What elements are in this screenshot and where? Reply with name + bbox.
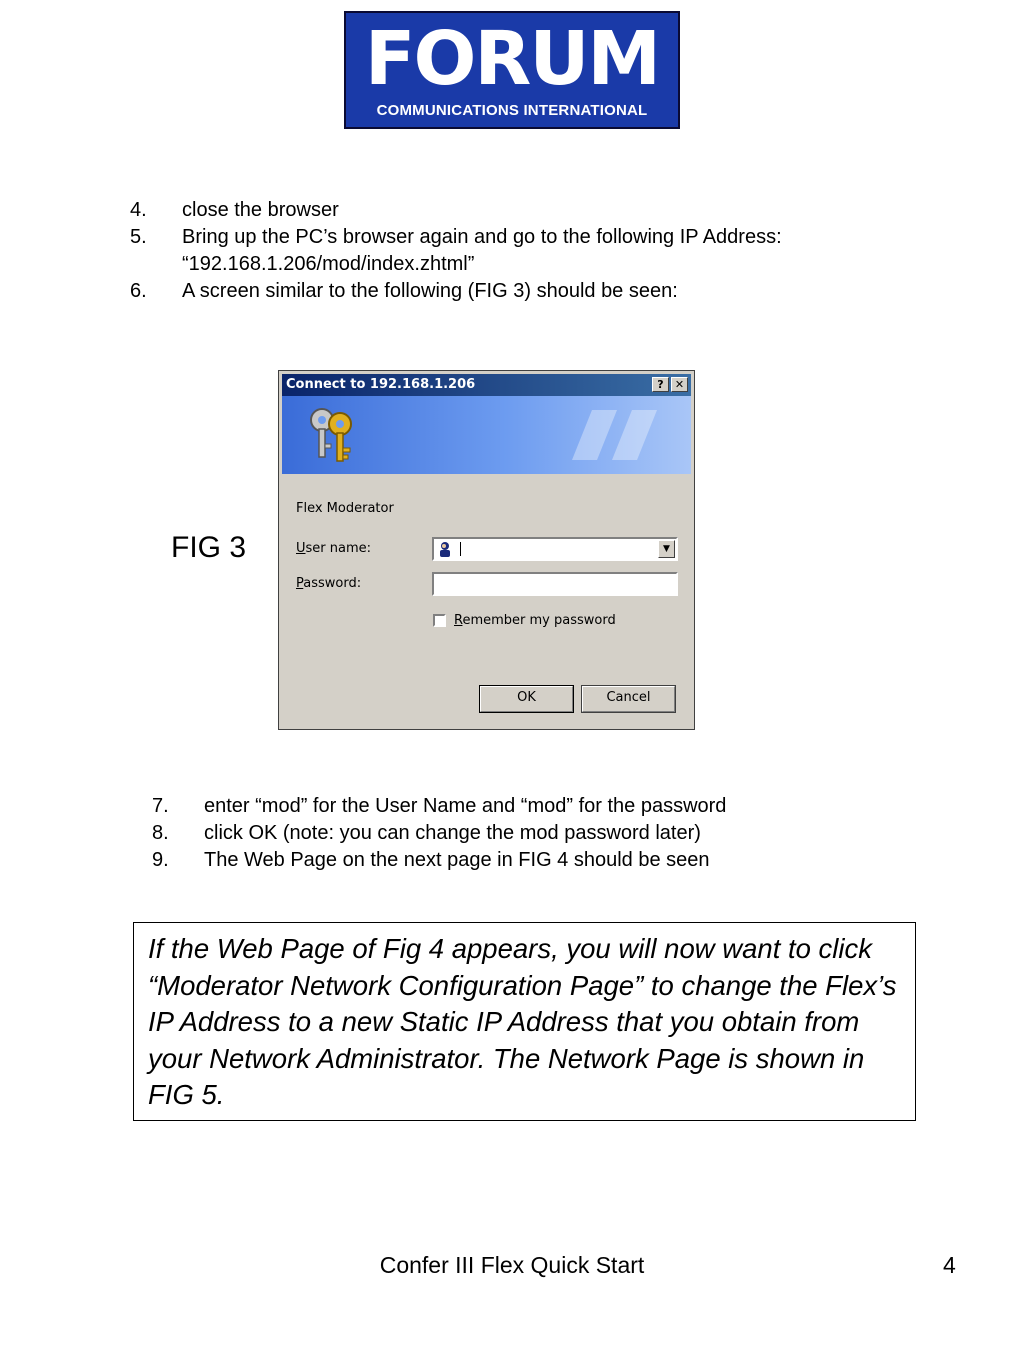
dialog-banner xyxy=(282,396,691,474)
forum-logo xyxy=(344,11,680,129)
steps-list-after xyxy=(152,793,872,874)
user-name-combo[interactable] xyxy=(432,537,678,561)
password-accel: P xyxy=(296,576,304,591)
step-number: 5. xyxy=(130,226,147,248)
step-text: click OK (note: you can change the mod password later) xyxy=(204,822,701,844)
cancel-button[interactable] xyxy=(581,685,676,713)
list-item xyxy=(130,278,810,305)
ok-button-label: OK xyxy=(517,690,536,705)
steps-list-before xyxy=(130,197,810,305)
user-name-label xyxy=(296,541,371,556)
step-number: 9. xyxy=(152,849,169,871)
realm-label: Flex Moderator xyxy=(296,501,394,516)
step-number: 7. xyxy=(152,795,169,817)
step-text: The Web Page on the next page in FIG 4 should be seen xyxy=(204,849,710,871)
text-caret xyxy=(460,542,461,556)
footer-title: Confer III Flex Quick Start xyxy=(379,1252,645,1278)
password-label xyxy=(296,576,361,591)
user-name-accel: U xyxy=(296,541,306,556)
step-text: A screen similar to the following (FIG 3) should be seen: xyxy=(182,280,678,302)
user-icon xyxy=(437,541,453,557)
help-button[interactable]: ? xyxy=(652,377,669,392)
login-dialog xyxy=(278,370,695,730)
list-item xyxy=(130,197,810,224)
step-text: close the browser xyxy=(182,199,339,221)
step-number: 8. xyxy=(152,822,169,844)
figure-label: FIG 3 xyxy=(171,531,247,564)
remember-password-label[interactable] xyxy=(454,613,616,628)
step-text: enter “mod” for the User Name and “mod” for the password xyxy=(204,795,727,817)
step-number: 4. xyxy=(130,199,147,221)
banner-watermark-icon xyxy=(562,400,682,470)
step-text: Bring up the PC’s browser again and go to the following IP Address: “192.168.1.206/mod/index.zhtml” xyxy=(182,226,782,275)
step-number: 6. xyxy=(130,280,147,302)
remember-label-rest: emember my password xyxy=(462,613,616,628)
close-button[interactable]: ✕ xyxy=(671,377,688,392)
ok-button[interactable] xyxy=(479,685,574,713)
password-label-rest: assword: xyxy=(303,576,362,591)
list-item xyxy=(130,224,810,278)
dialog-title: Connect to 192.168.1.206 xyxy=(286,377,476,392)
user-name-label-rest: ser name: xyxy=(305,541,372,556)
list-item xyxy=(152,793,872,820)
keys-icon xyxy=(304,404,364,466)
list-item xyxy=(152,847,872,874)
logo-subtitle: COMMUNICATIONS INTERNATIONAL xyxy=(376,102,648,119)
cancel-button-label: Cancel xyxy=(606,690,651,705)
list-item xyxy=(152,820,872,847)
note-box: If the Web Page of Fig 4 appears, you will now want to click “Moderator Network Configuration Page” to change the Flex’s IP Address to a new Static IP Address that you obtain from your Network Administrator. The Network Page is shown in FIG 5. xyxy=(133,922,916,1121)
chevron-down-icon[interactable]: ▼ xyxy=(658,540,675,558)
dialog-titlebar xyxy=(282,374,691,396)
logo-wordmark: FORUM xyxy=(364,16,660,102)
password-field[interactable] xyxy=(432,572,678,596)
page-number: 4 xyxy=(943,1252,956,1278)
remember-accel: R xyxy=(454,613,463,628)
remember-password-checkbox[interactable] xyxy=(433,614,446,627)
